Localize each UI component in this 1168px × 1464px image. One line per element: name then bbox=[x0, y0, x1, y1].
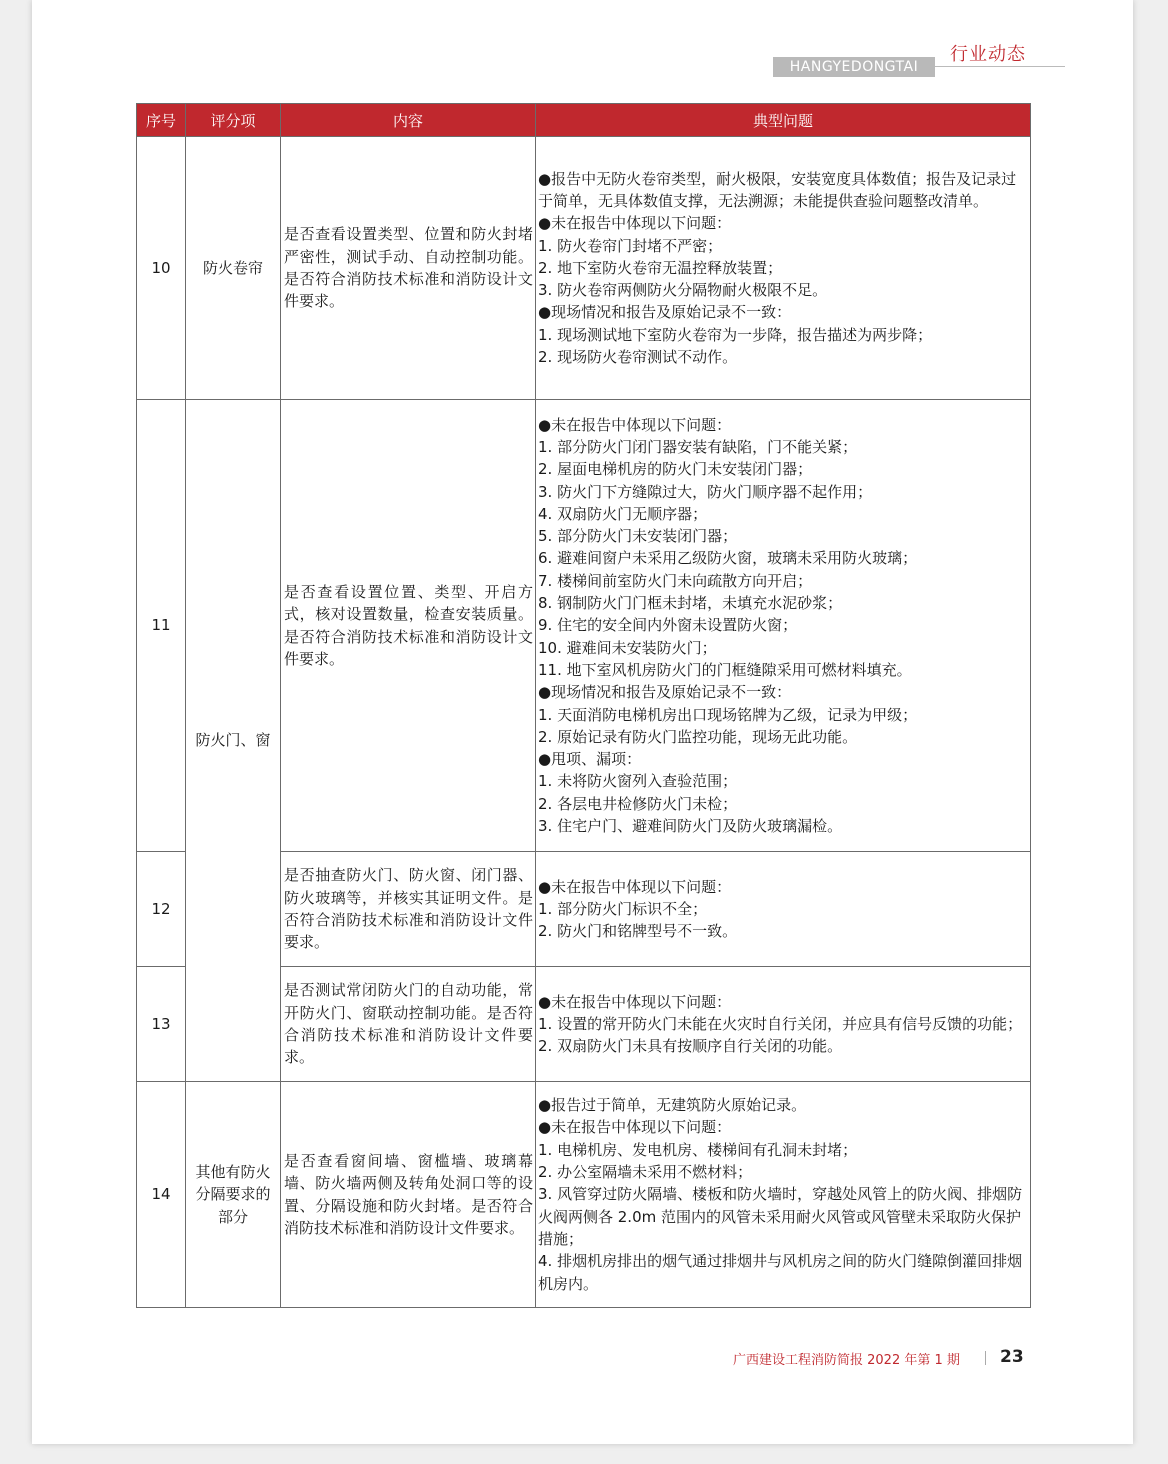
issue-line: 2. 双扇防火门未具有按顺序自行关闭的功能。 bbox=[538, 1037, 843, 1056]
issue-line: 2. 原始记录有防火门监控功能，现场无此功能。 bbox=[538, 727, 858, 746]
table-row bbox=[137, 400, 1031, 852]
row-item: 防火卷帘 bbox=[186, 137, 281, 400]
row-number: 11 bbox=[137, 400, 186, 852]
column-header-issues: 典型问题 bbox=[536, 104, 1031, 137]
row-item: 其他有防火分隔要求的部分 bbox=[186, 1082, 281, 1308]
issue-line: ●报告过于简单，无建筑防火原始记录。 bbox=[538, 1096, 807, 1115]
issue-line: 6. 避难间窗户未采用乙级防火窗，玻璃未采用防火玻璃； bbox=[538, 549, 918, 568]
row-issues bbox=[536, 852, 1031, 967]
row-content: 是否测试常闭防火门的自动功能，常开防火门、窗联动控制功能。是否符合消防技术标准和消防设计文件要求。 bbox=[281, 967, 536, 1082]
issue-line: 1. 部分防火门标识不全； bbox=[538, 899, 708, 918]
row-issues bbox=[536, 967, 1031, 1082]
issue-line: 1. 防火卷帘门封堵不严密； bbox=[538, 236, 723, 255]
row-issues bbox=[536, 400, 1031, 852]
issue-line: ●未在报告中体现以下问题： bbox=[538, 415, 732, 434]
issue-line: 2. 防火门和铭牌型号不一致。 bbox=[538, 922, 738, 941]
issue-line: 2. 办公室隔墙未采用不燃材料； bbox=[538, 1163, 753, 1182]
footer-divider bbox=[985, 1351, 986, 1365]
row-item: 防火门、窗 bbox=[186, 400, 281, 1082]
issue-line: 1. 部分防火门闭门器安装有缺陷，门不能关紧； bbox=[538, 437, 858, 456]
issue-line: ●现场情况和报告及原始记录不一致： bbox=[538, 303, 792, 322]
row-content: 是否查看设置类型、位置和防火封堵严密性，测试手动、自动控制功能。是否符合消防技术标准和消防设计文件要求。 bbox=[281, 137, 536, 400]
issue-line: ●报告中无防火卷帘类型，耐火极限，安装宽度具体数值；报告及记录过于简单，无具体数值支撑，无法溯源；未能提供查验问题整改清单。 bbox=[538, 169, 1017, 210]
issue-line: 1. 电梯机房、发电机房、楼梯间有孔洞未封堵； bbox=[538, 1140, 858, 1159]
issue-line: 4. 双扇防火门无顺序器； bbox=[538, 504, 708, 523]
row-number: 13 bbox=[137, 967, 186, 1082]
row-issues bbox=[536, 1082, 1031, 1308]
evaluation-table bbox=[136, 103, 1031, 1308]
issue-line: 9. 住宅的安全间内外窗未设置防火窗； bbox=[538, 616, 798, 635]
issue-line: ●未在报告中体现以下问题： bbox=[538, 877, 732, 896]
issue-line: 3. 防火卷帘两侧防火分隔物耐火极限不足。 bbox=[538, 281, 828, 300]
row-number: 14 bbox=[137, 1082, 186, 1308]
issue-line: 2. 地下室防火卷帘无温控释放装置； bbox=[538, 258, 783, 277]
issue-line: ●未在报告中体现以下问题： bbox=[538, 214, 732, 233]
issue-line: 2. 现场防火卷帘测试不动作。 bbox=[538, 348, 738, 367]
issue-line: 1. 天面消防电梯机房出口现场铭牌为乙级，记录为甲级； bbox=[538, 705, 918, 724]
issue-line: 5. 部分防火门未安装闭门器； bbox=[538, 527, 738, 546]
issue-line: ●甩项、漏项： bbox=[538, 750, 642, 769]
issue-line: ●未在报告中体现以下问题： bbox=[538, 992, 732, 1011]
issue-line: 2. 各层电井检修防火门未检； bbox=[538, 794, 738, 813]
issue-line: 8. 钢制防火门门框未封堵，未填充水泥砂浆； bbox=[538, 594, 843, 613]
header-band: HANGYEDONGTAI bbox=[773, 57, 935, 77]
issue-line: 2. 屋面电梯机房的防火门未安装闭门器； bbox=[538, 460, 813, 479]
issue-line: 10. 避难间未安装防火门； bbox=[538, 638, 717, 657]
issue-line: 7. 楼梯间前室防火门未向疏散方向开启； bbox=[538, 571, 813, 590]
issue-line: 3. 防火门下方缝隙过大，防火门顺序器不起作用； bbox=[538, 482, 873, 501]
issue-line: ●未在报告中体现以下问题： bbox=[538, 1118, 732, 1137]
issue-line: 3. 风管穿过防火隔墙、楼板和防火墙时，穿越处风管上的防火阀、排烟防火阀两侧各 2.0m 范围内的风管未采用耐火风管或风管壁未采取防火保护措施； bbox=[538, 1185, 1023, 1248]
column-header-item: 评分项 bbox=[186, 104, 281, 137]
row-content: 是否查看窗间墙、窗槛墙、玻璃幕墙、防火墙两侧及转角处洞口等的设置、分隔设施和防火封堵。是否符合消防技术标准和消防设计文件要求。 bbox=[281, 1082, 536, 1308]
issue-line: 1. 未将防火窗列入查验范围； bbox=[538, 772, 738, 791]
section-title: 行业动态 bbox=[950, 44, 1026, 65]
header-rule bbox=[935, 66, 1065, 67]
issue-line: 3. 住宅户门、避难间防火门及防火玻璃漏检。 bbox=[538, 817, 843, 836]
publication-footer: 广西建设工程消防简报 2022 年第 1 期 bbox=[733, 1353, 960, 1368]
table-header-row bbox=[137, 104, 1031, 137]
page-number: 23 bbox=[1000, 1347, 1024, 1367]
column-header-content: 内容 bbox=[281, 104, 536, 137]
column-header-no: 序号 bbox=[137, 104, 186, 137]
row-content: 是否查看设置位置、类型、开启方式，核对设置数量，检查安装质量。是否符合消防技术标准和消防设计文件要求。 bbox=[281, 400, 536, 852]
table-row bbox=[137, 137, 1031, 400]
table-row bbox=[137, 1082, 1031, 1308]
issue-line: 4. 排烟机房排出的烟气通过排烟井与风机房之间的防火门缝隙倒灌回排烟机房内。 bbox=[538, 1252, 1023, 1293]
row-number: 10 bbox=[137, 137, 186, 400]
issue-line: 1. 设置的常开防火门未能在火灾时自行关闭，并应具有信号反馈的功能； bbox=[538, 1014, 1023, 1033]
row-issues bbox=[536, 137, 1031, 400]
issue-line: 1. 现场测试地下室防火卷帘为一步降，报告描述为两步降； bbox=[538, 325, 933, 344]
issue-line: 11. 地下室风机房防火门的门框缝隙采用可燃材料填充。 bbox=[538, 660, 912, 679]
issue-line: ●现场情况和报告及原始记录不一致： bbox=[538, 683, 792, 702]
row-number: 12 bbox=[137, 852, 186, 967]
row-content: 是否抽查防火门、防火窗、闭门器、防火玻璃等，并核实其证明文件。是否符合消防技术标准和消防设计文件要求。 bbox=[281, 852, 536, 967]
